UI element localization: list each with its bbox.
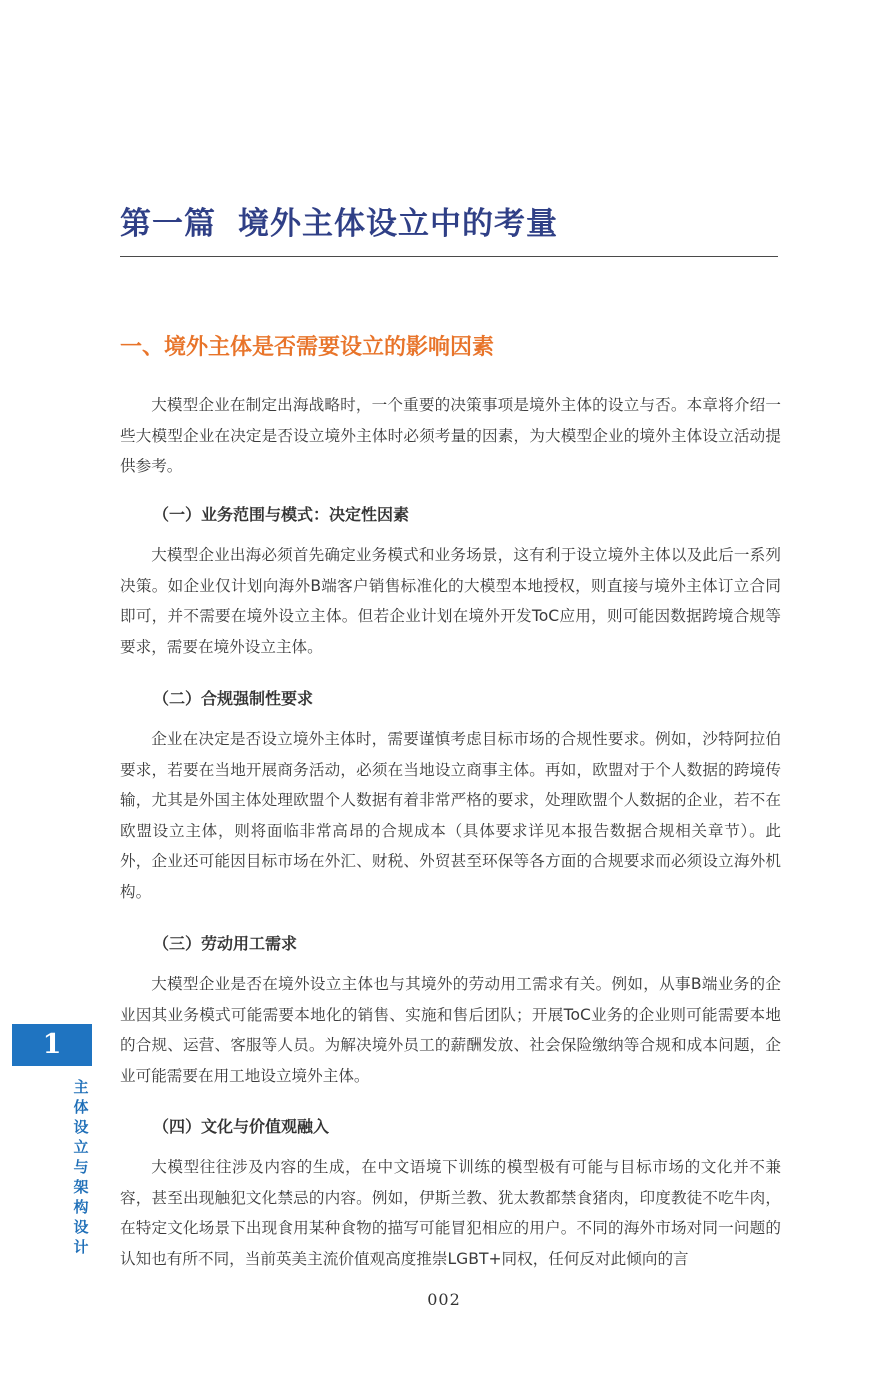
subsection-body-4: 大模型往往涉及内容的生成，在中文语境下训练的模型极有可能与目标市场的文化并不兼容，甚至出现触犯文化禁忌的内容。例如，伊斯兰教、犹太教都禁食猪肉，印度教徒不吃牛肉，在特定文化场景下出现食用某种食物的描写可能冒犯相应的用户。不同的海外市场对同一问题的认知也有所不同，当前英美主流价值观高度推崇LGBT+同权，任何反对此倾向的言 [120, 1158, 781, 1268]
subsection-heading-2: （二）合规强制性要求 [153, 689, 314, 708]
part-label: 第一篇 [120, 206, 216, 242]
subsection-body-2: 企业在决定是否设立境外主体时，需要谨慎考虑目标市场的合规性要求。例如，沙特阿拉伯要求，若要在当地开展商务活动，必须在当地设立商事主体。再如，欧盟对于个人数据的跨境传输，尤其是外国主体处理欧盟个人数据有着非常严格的要求，处理欧盟个人数据的企业，若不在欧盟设立主体，则将面临非常高昂的合规成本（具体要求详见本报告数据合规相关章节）。此外，企业还可能因目标市场在外汇、财税、外贸甚至环保等各方面的合规要求而必须设立海外机构。 [120, 730, 781, 901]
page-number: 002 [427, 1290, 461, 1309]
title-divider [120, 256, 778, 257]
intro-paragraph: 大模型企业在制定出海战略时，一个重要的决策事项是境外主体的设立与否。本章将介绍一些大模型企业在决定是否设立境外主体时必须考量的因素，为大模型企业的境外主体设立活动提供参考。 [120, 396, 781, 476]
part-title-text: 境外主体设立中的考量 [238, 206, 558, 242]
subsection-body-3: 大模型企业是否在境外设立主体也与其境外的劳动用工需求有关。例如，从事B端业务的企业因其业务模式可能需要本地化的销售、实施和售后团队；开展ToC业务的企业则可能需要本地的合规、运营、客服等人员。为解决境外员工的薪酬发放、社会保险缴纳等合规和成本问题，企业可能需要在用工地设立境外主体。 [120, 975, 781, 1085]
subsection-heading-4: （四）文化与价值观融入 [153, 1117, 330, 1136]
chapter-tab: 1 [12, 1024, 92, 1066]
subsection-heading-3: （三）劳动用工需求 [153, 934, 298, 953]
chapter-label: 主体设立与架构设计 [73, 1078, 89, 1256]
subsection-heading-1: （一）业务范围与模式：决定性因素 [153, 505, 410, 524]
section-title: 一、境外主体是否需要设立的影响因素 [120, 335, 495, 360]
part-title [120, 198, 558, 243]
subsection-body-1: 大模型企业出海必须首先确定业务模式和业务场景，这有利于设立境外主体以及此后一系列决策。如企业仅计划向海外B端客户销售标准化的大模型本地授权，则直接与境外主体订立合同即可，并不需要在境外设立主体。但若企业计划在境外开发ToC应用，则可能因数据跨境合规等要求，需要在境外设立主体。 [120, 546, 781, 656]
